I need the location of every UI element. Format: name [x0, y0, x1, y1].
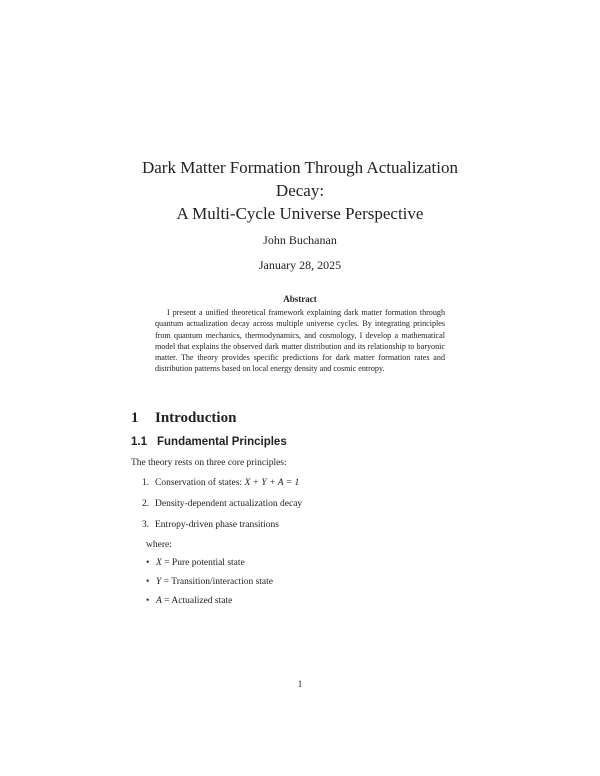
title-line-2: Decay:	[275, 181, 325, 200]
item-text: Density-dependent actualization decay	[155, 499, 303, 509]
item-number: 2.	[142, 499, 150, 509]
item-number: 3.	[142, 520, 150, 530]
definitions-list	[146, 557, 273, 614]
section-number: 1	[131, 410, 139, 426]
title-line-3: A Multi-Cycle Universe Perspective	[176, 204, 424, 223]
abstract-text: I present a unified theoretical framework explaining dark matter formation through quantum actualization decay across multiple universe cycles. By integrating principles from quantum mechanics, thermodynamics, and cosmology, I develop a mathematical model that explains the observed dark matter distribution and its relationship to baryonic matter. The theory provides specific predictions for dark matter formation rates and distribution patterns based on local energy density and cosmic entropy.	[155, 308, 445, 374]
definition-text: = Actualized state	[161, 596, 233, 606]
subsection-number: 1.1	[131, 436, 147, 448]
section-heading-introduction	[131, 410, 236, 427]
subsection-heading-fundamental-principles	[131, 436, 287, 448]
definition-symbol: Y	[156, 577, 162, 587]
intro-paragraph: The theory rests on three core principles:	[131, 458, 287, 468]
section-title: Introduction	[155, 410, 237, 426]
list-item	[142, 498, 302, 519]
definition-text: = Pure potential state	[161, 558, 245, 568]
abstract-heading: Abstract	[283, 294, 317, 304]
where-label: where:	[146, 540, 172, 550]
date: January 28, 2025	[258, 258, 342, 272]
principles-list	[142, 477, 302, 540]
list-item	[146, 576, 273, 595]
title-line-1: Dark Matter Formation Through Actualization	[141, 158, 458, 177]
item-math: X + Y + A = 1	[244, 478, 300, 488]
item-text: Conservation of states:	[155, 478, 245, 488]
item-text: Entropy-driven phase transitions	[155, 520, 280, 530]
list-item	[146, 595, 273, 614]
bullet-icon: •	[146, 558, 150, 568]
bullet-icon: •	[146, 596, 150, 606]
definition-symbol: A	[156, 596, 162, 606]
definition-symbol: X	[156, 558, 162, 568]
page-number: 1	[297, 680, 303, 690]
list-item	[142, 477, 302, 498]
item-number: 1.	[142, 478, 150, 488]
bullet-icon: •	[146, 577, 150, 587]
definition-text: = Transition/interaction state	[161, 577, 273, 587]
list-item	[142, 519, 302, 540]
author: John Buchanan	[263, 233, 337, 247]
paper-title	[100, 156, 500, 225]
list-item	[146, 557, 273, 576]
subsection-title: Fundamental Principles	[157, 436, 287, 448]
